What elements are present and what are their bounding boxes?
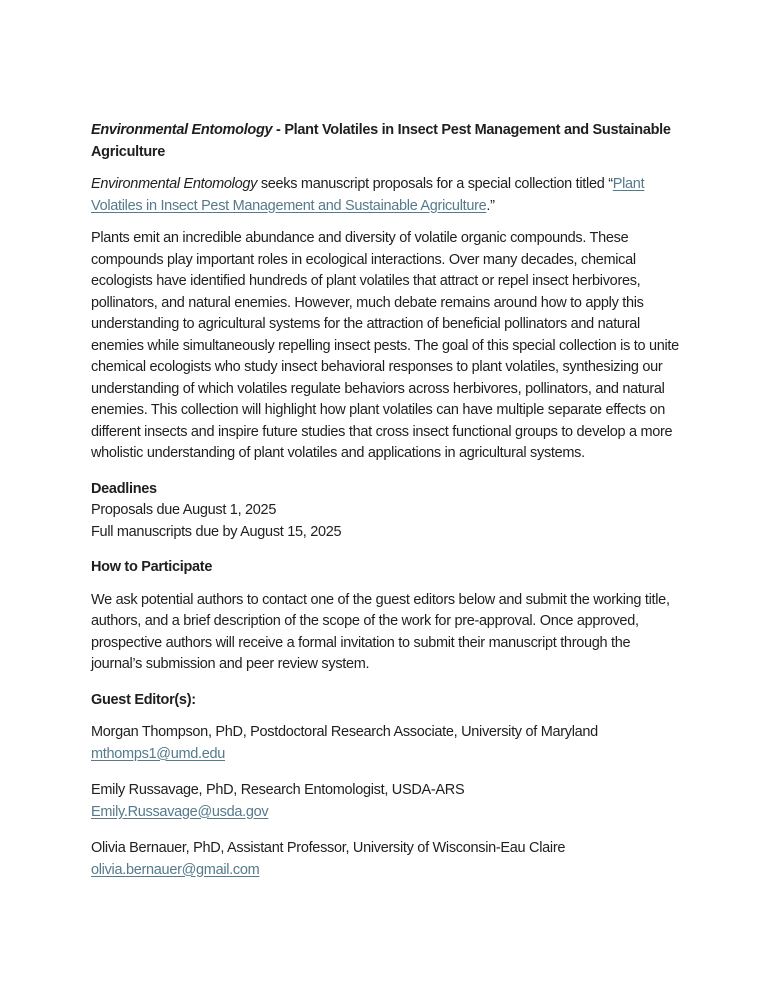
editor-name: Olivia Bernauer, PhD, Assistant Professor, University of Wisconsin-Eau Claire — [91, 840, 566, 856]
intro-text-before-link: seeks manuscript proposals for a special collection titled “ — [257, 176, 613, 192]
guest-editors-heading: Guest Editor(s): — [91, 691, 196, 708]
special-collection-link[interactable]: Plant Volatiles in Insect Pest Management and Sustainable Agriculture — [91, 176, 645, 214]
deadline-proposals: Proposals due August 1, 2025 — [91, 502, 277, 518]
how-to-participate-heading: How to Participate — [91, 559, 213, 575]
journal-name-title: Environmental Entomology — [91, 122, 273, 138]
deadline-manuscripts: Full manuscripts due by August 15, 2025 — [91, 523, 342, 540]
editor-entry — [91, 722, 682, 765]
body-paragraph: Plants emit an incredible abundance and diversity of volatile organic compounds. These compounds play important roles in ecological interactions. Over many decades, chemical ecologists have identified hundreds of plant volatiles that attract or repel insect herbivores, pollinators, and natural enemies. However, much debate remains around how to apply this understanding to agricultural systems for the attraction of beneficial pollinators and natural enemies while simultaneously repelling insect pests. The goal of this special collection is to unite chemical ecologists who study insect behavioral responses to plant volatiles, synthesizing our understanding of which volatiles regulate behaviors across herbivores, pollinators, and natural enemies. This collection will highlight how plant volatiles can have multiple separate effects on different insects and inspire future studies that cross insect functional groups to develop a more wholistic understanding of plant volatiles and applications in agricultural systems. — [91, 230, 679, 461]
editor-email-link[interactable]: olivia.bernauer@gmail.com — [91, 861, 260, 878]
editor-entry — [91, 780, 682, 823]
deadlines-heading: Deadlines — [91, 480, 157, 497]
editor-name: Emily Russavage, PhD, Research Entomologist, USDA-ARS — [91, 782, 465, 798]
editor-entry — [91, 838, 682, 881]
editor-email-link[interactable]: mthomps1@umd.edu — [91, 745, 226, 762]
deadlines-section — [91, 479, 682, 544]
editor-name: Morgan Thompson, PhD, Postdoctoral Research Associate, University of Maryland — [91, 724, 598, 740]
intro-paragraph — [91, 174, 682, 217]
title-rest: - Plant Volatiles in Insect Pest Management and Sustainable Agriculture — [91, 122, 671, 160]
document-title — [91, 120, 682, 163]
how-to-participate-paragraph: We ask potential authors to contact one of the guest editors below and submit the working title, authors, and a brief description of the scope of the work for pre-approval. Once approved, prospective authors will receive a formal invitation to submit their manuscript through the journal’s submission and peer review system. — [91, 591, 670, 672]
intro-text-after-link: .” — [486, 197, 495, 214]
editor-email-link[interactable]: Emily.Russavage@usda.gov — [91, 803, 269, 820]
journal-name-intro: Environmental Entomology — [91, 176, 258, 192]
